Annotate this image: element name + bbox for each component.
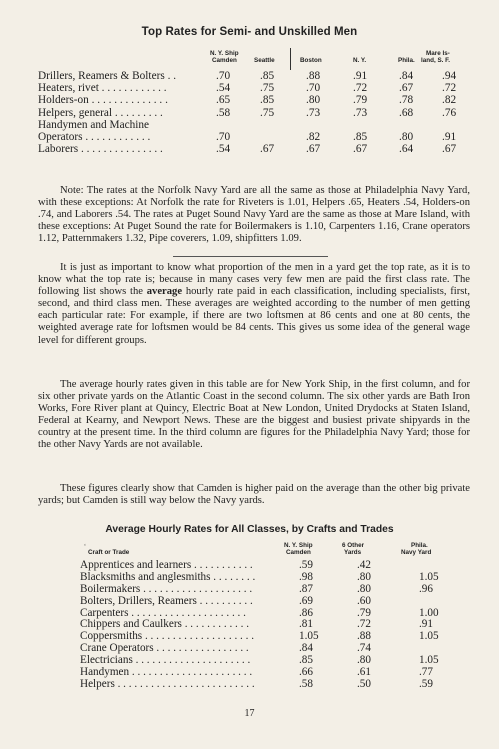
rate-cell: .59 [299, 559, 313, 571]
rate-cell: .80 [306, 94, 321, 107]
row-label: Drillers, Reamers & Bolters . . [38, 70, 177, 82]
rate-cell: .86 [299, 606, 313, 619]
rate-cell: .58 [299, 677, 313, 690]
table-row [80, 572, 480, 584]
rate-cell: .80 [357, 654, 371, 667]
rate-cell: .67 [353, 143, 368, 156]
rate-cell: .77 [419, 666, 433, 679]
col-header-phila-line1: Phila. [411, 542, 428, 549]
rate-cell: .72 [442, 82, 457, 95]
col-header-phila: Phila. [398, 57, 415, 64]
table-row [38, 70, 468, 82]
rate-cell: .68 [399, 106, 414, 119]
col-header-other-line1: 6 Other [342, 542, 365, 549]
rate-cell: .75 [260, 82, 275, 95]
rate-cell: .85 [299, 654, 313, 667]
paragraph-proportion-end: hourly rate paid in each classification, including specialists, first, second, and third class men. These averages are weighted according to the number of men getting each particular rate: For example, if there are two loftsmen at 86 cents and one at 80 cents, the weighted average rate for loftsmen would be 84 cents. This gives us some idea of the general wage level for different groups. [38, 286, 470, 346]
rate-cell: .70 [216, 130, 231, 143]
page-number: 17 [244, 708, 255, 719]
rate-cell: .74 [357, 642, 371, 655]
col-header-nyship-line1: N. Y. Ship [210, 50, 239, 57]
row-label: Laborers . . . . . . . . . . . . . . . [38, 143, 163, 156]
crafts-rates-table-body [80, 560, 480, 691]
rate-cell: .78 [399, 94, 414, 107]
rate-cell: 1.05 [419, 630, 439, 643]
row-label: Holders-on . . . . . . . . . . . . . . [38, 94, 168, 107]
rate-cell: .79 [357, 606, 371, 619]
rate-cell: .70 [216, 70, 231, 82]
rate-cell: .96 [419, 582, 433, 595]
row-label: Handymen . . . . . . . . . . . . . . . . . . . . . . [80, 666, 253, 679]
row-label: Blacksmiths and anglesmiths . . . . . . . . [80, 570, 256, 583]
top-rates-table-header [38, 48, 468, 70]
rate-cell: .88 [306, 70, 321, 82]
rate-cell: .87 [299, 582, 313, 595]
table-row [38, 119, 468, 131]
row-label: Boilermakers . . . . . . . . . . . . . . . . . . . . [80, 582, 253, 595]
col-header-nyship-line2: Camden [212, 57, 237, 64]
col-header-nyship-line1: N. Y. Ship [284, 542, 313, 549]
paragraph-proportion-start: It is just as important to know what proportion of the men in a yard get the top rate, as it is to know what the top rate is; because in many cases very few men are paid the first class rate. The following list shows the [38, 262, 470, 298]
col-header-other-line2: Yards [344, 549, 362, 556]
row-label: Coppersmiths . . . . . . . . . . . . . . . . . . . . [80, 630, 255, 643]
top-rates-table [38, 48, 468, 155]
rate-cell: .73 [353, 106, 368, 119]
rate-cell: .72 [357, 618, 371, 631]
column-divider [290, 48, 291, 70]
rate-cell: .54 [216, 82, 231, 95]
row-label: Helpers . . . . . . . . . . . . . . . . . . . . . . . . . [80, 677, 255, 690]
rate-cell: 1.05 [419, 570, 439, 583]
table-row [38, 94, 468, 106]
rate-cell: .80 [399, 130, 414, 143]
table-row [38, 143, 468, 155]
col-header-phila-line2: Navy Yard [401, 549, 432, 556]
page-title: Top Rates for Semi- and Unskilled Men [141, 26, 358, 38]
rate-cell: .88 [357, 630, 371, 643]
rate-cell: .80 [357, 582, 371, 595]
rate-cell: .85 [353, 130, 368, 143]
rate-cell: .73 [306, 106, 321, 119]
col-header-seattle: Seattle [254, 57, 275, 64]
table-row [38, 82, 468, 94]
col-header-mare-line1: Mare Is- [426, 50, 450, 57]
row-label: Bolters, Drillers, Reamers . . . . . . . . . . [80, 594, 253, 607]
row-label: Apprentices and learners . . . . . . . . . . . [80, 559, 253, 571]
rate-cell: .76 [442, 106, 457, 119]
rate-cell: 1.05 [299, 630, 319, 643]
rate-cell: .80 [357, 570, 371, 583]
rate-cell: .67 [442, 143, 457, 156]
rate-cell: .42 [357, 559, 371, 571]
rate-cell: .60 [357, 594, 371, 607]
rate-cell: .84 [299, 642, 313, 655]
rate-cell: .50 [357, 677, 371, 690]
paragraph-proportion-emphasis: average [146, 286, 183, 298]
rate-cell: .69 [299, 594, 313, 607]
row-label: Chippers and Caulkers . . . . . . . . . . . . [80, 618, 250, 631]
rate-cell: .61 [357, 666, 371, 679]
rate-cell: .85 [260, 70, 275, 82]
table-row [80, 679, 480, 691]
row-label: Helpers, general . . . . . . . . . [38, 106, 163, 119]
paragraph-average-rates: The average hourly rates given in this table are for New York Ship, in the first column, and for six other private yards on the Atlantic Coast in the second column. The six other yards are Bath Iron Works, Fore River plant at Quincy, Electric Boat at New London, United Drydocks at Staten Island, Federal at Kearny, and Newport News. These are the biggest and busiest private shipyards in the country at the present time. In the third column are figures for the Philadelphia Navy Yard; those for the other Navy Yards are not available. [38, 379, 470, 451]
row-label: Electricians . . . . . . . . . . . . . . . . . . . . . [80, 654, 251, 667]
rate-cell: .91 [353, 70, 368, 82]
rate-cell: .81 [299, 618, 313, 631]
table-row [80, 596, 480, 608]
col-header-craft: Craft or Trade [88, 549, 130, 556]
col-header-mare-line2: land, S. F. [421, 57, 451, 64]
table-row [38, 107, 468, 119]
col-header-boston: Boston [300, 57, 322, 64]
rate-cell: 1.00 [419, 606, 439, 619]
rate-cell: .67 [260, 143, 275, 156]
table-row [80, 584, 480, 596]
row-label: Heaters, rivet . . . . . . . . . . . . [38, 82, 167, 95]
table-row [38, 131, 468, 143]
rate-cell: .82 [306, 130, 321, 143]
row-label: Carpenters . . . . . . . . . . . . . . . . . . . . . [80, 606, 246, 619]
row-label: Operators . . . . . . . . . . . . [38, 130, 151, 143]
rate-cell: .70 [306, 82, 321, 95]
rate-cell: .59 [419, 677, 433, 690]
rate-cell: .91 [419, 618, 433, 631]
rate-cell: .79 [353, 94, 368, 107]
rate-cell: .75 [260, 106, 275, 119]
rate-cell: 1.05 [419, 654, 439, 667]
crafts-rates-table [80, 540, 480, 691]
rate-cell: .66 [299, 666, 313, 679]
rate-cell: .98 [299, 570, 313, 583]
rate-cell: .67 [306, 143, 321, 156]
rate-cell: .82 [442, 94, 457, 107]
note-paragraph: Note: The rates at the Norfolk Navy Yard are all the same as those at Philadelphia Navy Yard, with these exceptions: At Norfolk the rate for Riveters is 1.01, Helpers .65, Heaters .54, Holders-on .74, and Laborers .54. The rates at Puget Sound Navy Yard are the same as those at Mare Island, with these exceptions: At Puget Sound the rate for Boilermakers is 1.10, Carpenters 1.16, Crane operators 1.12, Patternmakers 1.32, Pipe coverers, 1.09, shipfitters 1.09. [38, 185, 470, 245]
rate-cell: .67 [399, 82, 414, 95]
row-label: Handymen and Machine [38, 118, 150, 131]
crafts-rates-table-header [80, 540, 480, 560]
col-header-nyship-line2: Camden [286, 549, 311, 556]
section-divider [173, 256, 328, 257]
header-mark: ‘ [84, 544, 86, 550]
paragraph-conclusion: These figures clearly show that Camden is higher paid on the average than the other big private yards; but Camden is still way below the Navy yards. [38, 483, 470, 507]
rate-cell: .64 [399, 143, 414, 156]
col-header-ny: N. Y. [353, 57, 367, 64]
rate-cell: .65 [216, 94, 231, 107]
rate-cell: .85 [260, 94, 275, 107]
table2-title: Average Hourly Rates for All Classes, by Crafts and Trades [105, 524, 394, 535]
rate-cell: .84 [399, 70, 414, 82]
top-rates-table-body [38, 70, 468, 155]
rate-cell: .91 [442, 130, 457, 143]
rate-cell: .54 [216, 143, 231, 156]
rate-cell: .72 [353, 82, 368, 95]
paragraph-proportion [38, 262, 470, 347]
rate-cell: .94 [442, 70, 457, 82]
rate-cell: .58 [216, 106, 231, 119]
row-label: Crane Operators . . . . . . . . . . . . . . . . . [80, 642, 249, 655]
